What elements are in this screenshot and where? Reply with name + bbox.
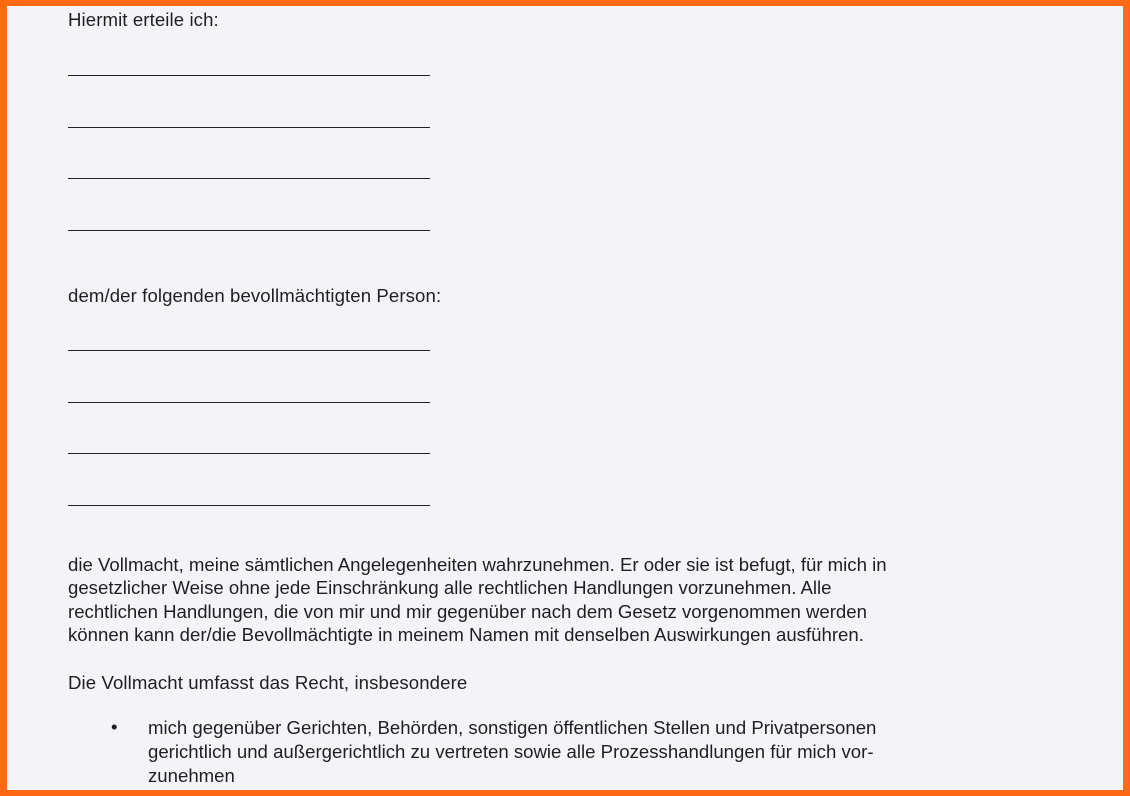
authority-paragraph-line: können kann der/die Bevollmächtigte in meinem Namen mit denselben Auswirkungen ausführen. bbox=[68, 623, 864, 645]
bullet-item-line: gerichtlich und außergerichtlich zu vertreten sowie alle Prozesshandlungen für mich vor- bbox=[148, 741, 874, 762]
grantor-blank-line-1 bbox=[68, 75, 430, 76]
grantee-blank-line-1 bbox=[68, 350, 430, 351]
bullet-item-line: zunehmen bbox=[148, 765, 235, 786]
authority-paragraph bbox=[68, 553, 1068, 646]
grantor-blank-line-4 bbox=[68, 230, 430, 231]
authority-paragraph-line: rechtlichen Handlungen, die von mir und mir gegenüber nach dem Gesetz vorgenommen werden bbox=[68, 600, 867, 622]
document-page bbox=[7, 6, 1123, 790]
grantor-blank-line-2 bbox=[68, 127, 430, 128]
authority-paragraph-line: gesetzlicher Weise ohne jede Einschränkung alle rechtlichen Handlungen vorzunehmen. Alle bbox=[68, 577, 832, 599]
bullet-marker: • bbox=[111, 716, 118, 737]
grantee-blank-line-2 bbox=[68, 402, 430, 403]
grantee-blank-line-4 bbox=[68, 505, 430, 506]
bullet-item bbox=[148, 716, 876, 788]
grantee-label: dem/der folgenden bevollmächtigten Person: bbox=[68, 285, 442, 306]
grantor-blank-line-3 bbox=[68, 178, 430, 179]
bullet-item-line: mich gegenüber Gerichten, Behörden, sonstigen öffentlichen Stellen und Privatpersonen bbox=[148, 717, 877, 738]
grantor-intro-label: Hiermit erteile ich: bbox=[68, 9, 219, 30]
authority-paragraph-line: die Vollmacht, meine sämtlichen Angelegenheiten wahrzunehmen. Er oder sie ist befugt, für mich in bbox=[68, 554, 887, 575]
grantee-blank-line-3 bbox=[68, 453, 430, 454]
scope-intro-label: Die Vollmacht umfasst das Recht, insbesondere bbox=[68, 672, 468, 693]
